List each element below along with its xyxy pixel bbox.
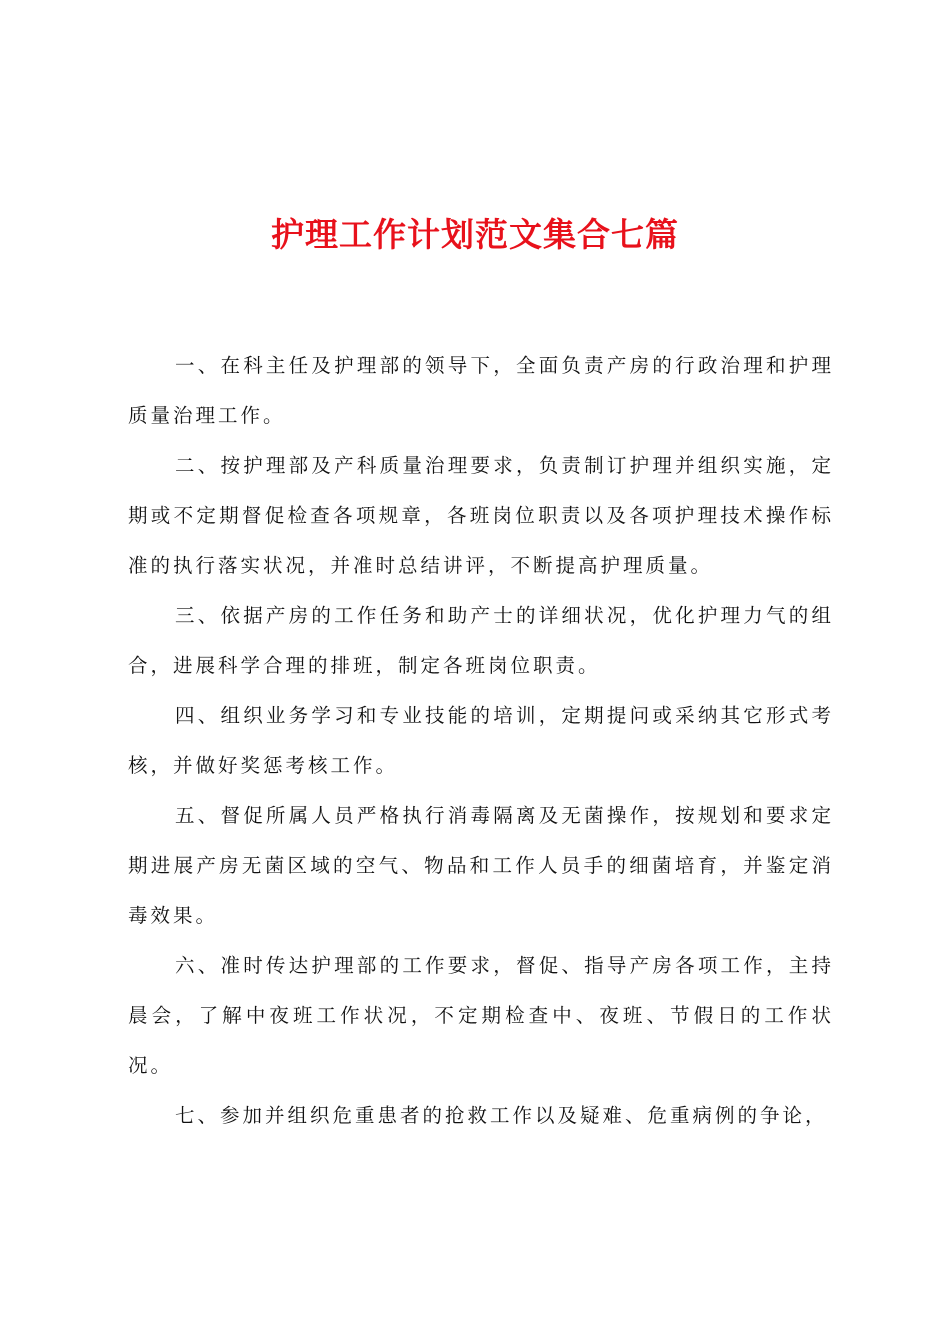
- paragraph-7: 七、参加并组织危重患者的抢救工作以及疑难、危重病例的争论，: [175, 1104, 828, 1127]
- paragraph-2: 二、按护理部及产科质量治理要求，负责制订护理并组织实施，定期或不定期督促检查各项规章，各班岗位职责以及各项护理技术操作标准的执行落实状况，并准时总结讲评，不断提高护理质量。: [128, 454, 834, 577]
- document-body: [128, 341, 834, 1141]
- paragraph-6: 六、准时传达护理部的工作要求，督促、指导产房各项工作，主持晨会，了解中夜班工作状况，不定期检查中、夜班、节假日的工作状况。: [128, 954, 834, 1077]
- paragraph-1: 一、在科主任及护理部的领导下，全面负责产房的行政治理和护理质量治理工作。: [128, 354, 834, 427]
- paragraph-4: 四、组织业务学习和专业技能的培训，定期提问或采纳其它形式考核，并做好奖惩考核工作。: [128, 704, 834, 777]
- document-title: 护理工作计划范文集合七篇: [271, 215, 679, 254]
- paragraph-5: 五、督促所属人员严格执行消毒隔离及无菌操作，按规划和要求定期进展产房无菌区域的空气、物品和工作人员手的细菌培育，并鉴定消毒效果。: [128, 804, 834, 927]
- paragraph-3: 三、依据产房的工作任务和助产士的详细状况，优化护理力气的组合，进展科学合理的排班，制定各班岗位职责。: [128, 604, 834, 677]
